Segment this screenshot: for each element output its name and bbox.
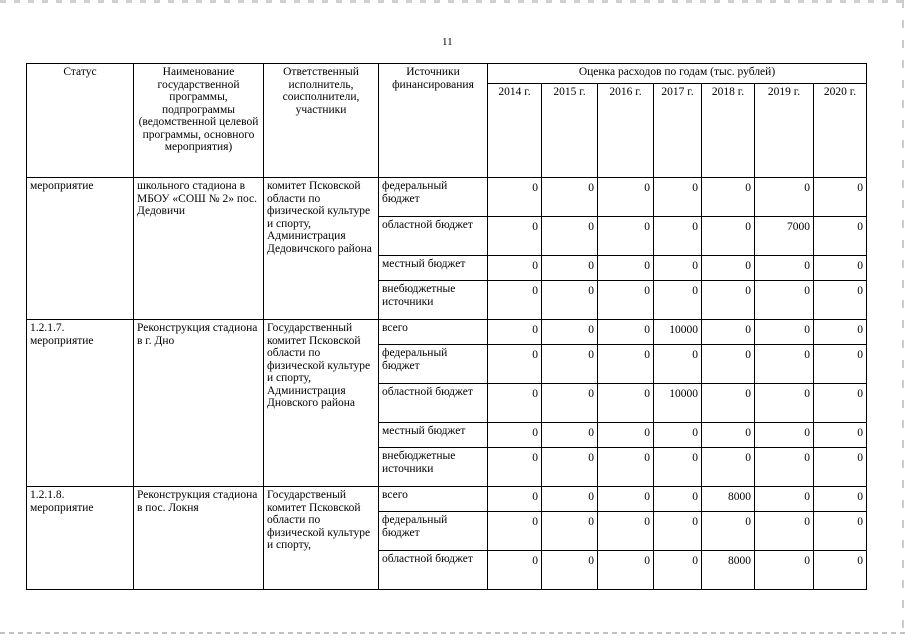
row-year-value: 0 [814,256,867,281]
row-year-value: 0 [488,551,542,590]
header-expense-estimate: Оценка расходов по годам (тыс. рублей) [488,64,867,84]
row-year-value: 0 [598,551,654,590]
row-year-value: 10000 [654,320,702,345]
scan-artifact-top [0,0,905,3]
row-year-value: 0 [598,487,654,512]
row-funding-source: федеральный бюджет [379,512,488,551]
header-year: 2020 г. [814,84,867,178]
row-year-value: 0 [598,423,654,448]
header-year: 2016 г. [598,84,654,178]
row-responsible: комитет Псковской области по физической культуре и спорту, Администрация Дедовичского района [264,178,379,320]
header-status: Статус [27,64,134,178]
row-year-value: 0 [654,281,702,320]
row-year-value: 0 [755,384,814,423]
row-year-value: 0 [542,178,598,217]
row-year-value: 0 [488,448,542,487]
row-year-value: 0 [814,551,867,590]
header-year: 2019 г. [755,84,814,178]
table-row [27,178,867,217]
header-funding-sources: Источники финансирования [379,64,488,178]
row-year-value: 0 [488,256,542,281]
row-year-value: 0 [814,281,867,320]
row-year-value: 8000 [702,487,755,512]
row-year-value: 0 [702,281,755,320]
header-year: 2014 г. [488,84,542,178]
row-year-value: 0 [654,256,702,281]
row-funding-source: всего [379,320,488,345]
row-year-value: 0 [542,217,598,256]
row-year-value: 0 [755,487,814,512]
row-year-value: 0 [702,512,755,551]
row-program-name: школьного стадиона в МБОУ «СОШ № 2» пос. Дедовичи [134,178,264,320]
row-year-value: 0 [542,384,598,423]
row-year-value: 0 [488,384,542,423]
row-year-value: 0 [702,256,755,281]
row-year-value: 0 [542,256,598,281]
row-year-value: 0 [702,320,755,345]
row-funding-source: местный бюджет [379,423,488,448]
row-year-value: 0 [542,281,598,320]
row-year-value: 0 [654,178,702,217]
row-year-value: 0 [814,512,867,551]
row-year-value: 0 [598,281,654,320]
row-year-value: 0 [488,217,542,256]
row-year-value: 0 [755,256,814,281]
row-year-value: 0 [755,320,814,345]
row-funding-source: областной бюджет [379,384,488,423]
row-status: 1.2.1.8. мероприятие [27,487,134,590]
row-year-value: 7000 [755,217,814,256]
row-year-value: 0 [814,487,867,512]
row-year-value: 0 [654,423,702,448]
row-status: 1.2.1.7. мероприятие [27,320,134,487]
row-year-value: 0 [755,345,814,384]
row-year-value: 0 [542,512,598,551]
row-year-value: 0 [702,384,755,423]
row-year-value: 0 [542,448,598,487]
row-year-value: 0 [814,345,867,384]
header-year: 2018 г. [702,84,755,178]
header-responsible: Ответственный исполнитель, соисполнители, участники [264,64,379,178]
row-year-value: 0 [598,178,654,217]
header-year: 2015 г. [542,84,598,178]
row-funding-source: федеральный бюджет [379,178,488,217]
row-year-value: 0 [654,345,702,384]
row-funding-source: внебюджетные источники [379,448,488,487]
row-year-value: 0 [542,487,598,512]
row-year-value: 0 [814,217,867,256]
row-funding-source: местный бюджет [379,256,488,281]
row-year-value: 0 [654,487,702,512]
row-year-value: 0 [755,512,814,551]
row-year-value: 8000 [702,551,755,590]
row-funding-source: всего [379,487,488,512]
row-program-name: Реконструкция стадиона в г. Дно [134,320,264,487]
row-year-value: 0 [598,345,654,384]
row-year-value: 0 [702,345,755,384]
expenditure-table [26,63,867,590]
row-funding-source: внебюджетные источники [379,281,488,320]
row-year-value: 0 [542,345,598,384]
row-year-value: 0 [598,217,654,256]
row-year-value: 0 [488,281,542,320]
row-year-value: 0 [488,345,542,384]
row-year-value: 0 [488,178,542,217]
row-year-value: 0 [542,320,598,345]
table-body [27,178,867,590]
row-year-value: 0 [814,423,867,448]
row-year-value: 0 [702,423,755,448]
row-year-value: 0 [488,320,542,345]
row-year-value: 0 [702,217,755,256]
row-year-value: 0 [598,384,654,423]
row-responsible: Государственый комитет Псковской области по физической культуре и спорту, [264,487,379,590]
row-year-value: 0 [755,448,814,487]
row-year-value: 0 [755,423,814,448]
row-year-value: 0 [654,551,702,590]
scan-artifact-bottom [0,632,905,634]
row-year-value: 0 [814,320,867,345]
row-year-value: 0 [488,423,542,448]
row-year-value: 0 [755,178,814,217]
row-year-value: 0 [654,512,702,551]
row-year-value: 0 [755,281,814,320]
row-program-name: Реконструкция стадиона в пос. Локня [134,487,264,590]
row-year-value: 0 [702,178,755,217]
row-year-value: 0 [488,512,542,551]
table-row [27,320,867,345]
row-year-value: 0 [755,551,814,590]
row-year-value: 0 [598,256,654,281]
page-number: 11 [442,36,453,48]
header-year: 2017 г. [654,84,702,178]
scan-artifact-right [902,0,904,640]
row-year-value: 0 [598,448,654,487]
row-year-value: 0 [702,448,755,487]
row-year-value: 0 [542,423,598,448]
row-year-value: 0 [814,384,867,423]
row-year-value: 0 [814,178,867,217]
row-year-value: 0 [542,551,598,590]
row-funding-source: федеральный бюджет [379,345,488,384]
row-funding-source: областной бюджет [379,551,488,590]
header-program-name: Наименование государственной программы, подпрограммы (ведомственной целевой программы, основного мероприятия) [134,64,264,178]
row-year-value: 0 [654,217,702,256]
row-status: мероприятие [27,178,134,320]
row-funding-source: областной бюджет [379,217,488,256]
row-year-value: 0 [654,448,702,487]
row-year-value: 0 [598,512,654,551]
row-year-value: 0 [598,320,654,345]
row-year-value: 0 [814,448,867,487]
table-row [27,487,867,512]
row-year-value: 0 [488,487,542,512]
row-year-value: 10000 [654,384,702,423]
row-responsible: Государственный комитет Псковской области по физической культуре и спорту, Администрация Дновского района [264,320,379,487]
